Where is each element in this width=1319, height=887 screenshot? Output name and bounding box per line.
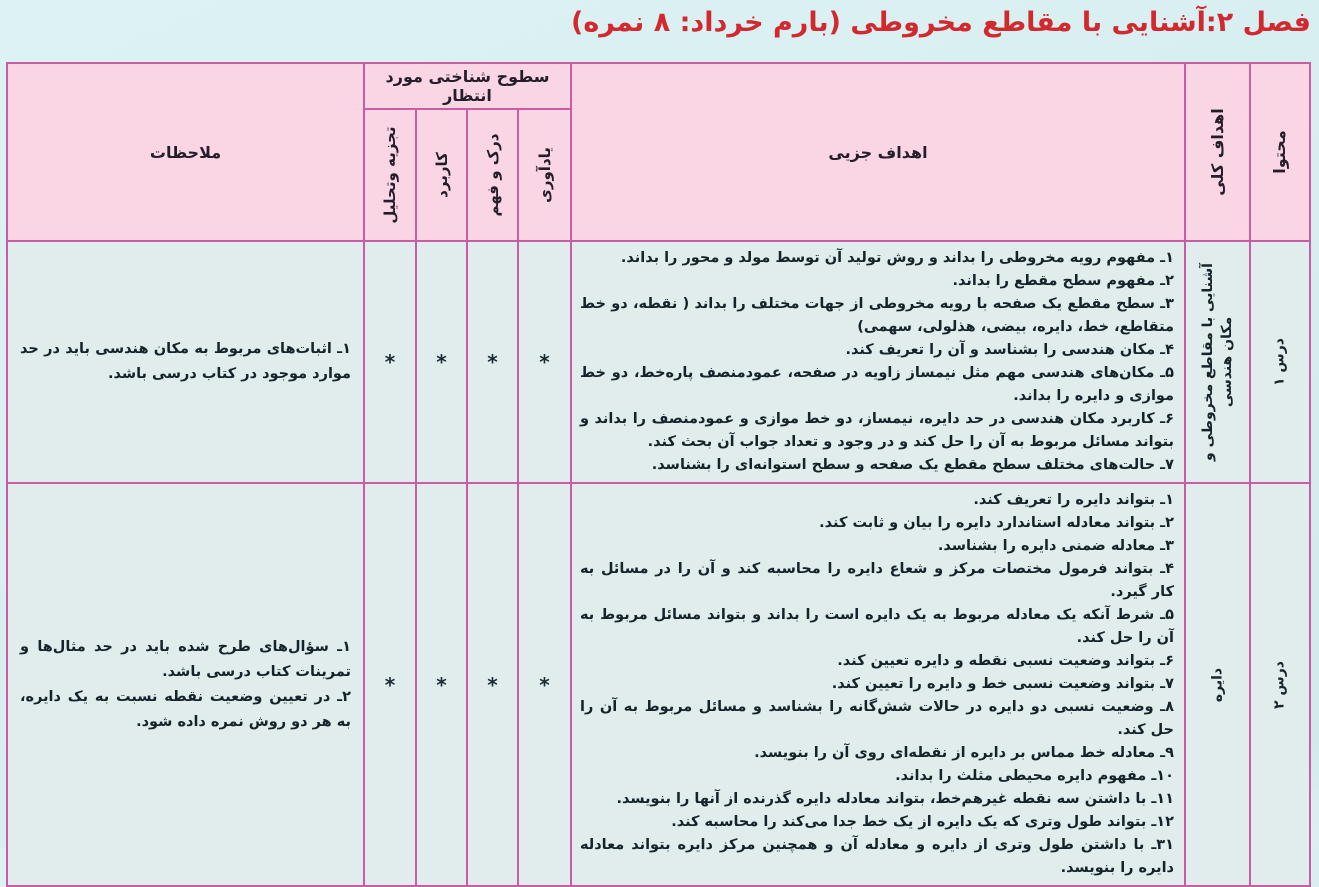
list-item: ۱۲ـ بتواند طول وتری که یک دایره از یک خط جدا می‌کند را محاسبه کند. [671, 814, 1174, 830]
list-item: ۱ـ سؤال‌های طرح شده باید در حد مثال‌ها و تمرینات کتاب درسی باشد. [20, 638, 351, 680]
header-detailed-goals-label: اهداف جزیی [828, 142, 928, 162]
header-cognitive-group [364, 63, 571, 109]
list-item: ۴ـ مکان هندسی را بشناسد و آن را تعریف کند. [845, 342, 1174, 358]
lesson2-comprehension-mark: * [467, 483, 518, 886]
header-level-analysis-label: تجزیه وتحلیل [380, 126, 399, 224]
header-level-comprehension-label: درک و فهم [483, 133, 502, 217]
header-content [1250, 63, 1310, 241]
list-item: ۳ـ معادله ضمنی دایره را بشناسد. [937, 538, 1174, 554]
header-level-comprehension [467, 109, 518, 241]
list-item: ۶ـ کاربرد مکان هندسی در حد دایره، نیمساز، دو خط موازی و عمودمنصف را بداند و بتواند مسائل مربوط به آن را حل کند و در وجود و تعداد جواب آن بحث کند. [580, 411, 1174, 450]
lesson1-general-goal-cell [1185, 241, 1250, 483]
curriculum-table [6, 62, 1311, 887]
lesson1-application-mark: * [416, 241, 467, 483]
lesson1-general-goal-label: آشنایی با مقاطع مخروطی و مکان هندسی [1199, 263, 1235, 461]
header-detailed-goals [571, 63, 1185, 241]
list-item: ۱۰ـ مفهوم دایره محیطی مثلث را بداند. [895, 768, 1174, 784]
lesson2-recall-mark: * [518, 483, 571, 886]
list-item: ۱ـ بتواند دایره را تعریف کند. [973, 492, 1174, 508]
lesson2-analysis-mark: * [364, 483, 416, 886]
list-item: ۵ـ مکان‌های هندسی مهم مثل نیمساز زاویه در صفحه، عمودمنصف پاره‌خط، دو خط موازی و دایره را بداند. [580, 365, 1174, 404]
lesson1-notes-cell [7, 241, 364, 483]
header-level-application [416, 109, 467, 241]
lesson1-content-label: درس ۱ [1271, 338, 1288, 386]
table-row-lesson2 [7, 483, 1310, 886]
header-notes-label: ملاحظات [149, 142, 222, 162]
lesson2-notes-cell [7, 483, 364, 886]
list-item: ۳۱ـ با داشتن طول وتری از دایره و معادله آن و همچنین مرکز دایره بتواند معادله دایره را بنویسد. [580, 837, 1174, 876]
lesson2-application-mark: * [416, 483, 467, 886]
header-level-analysis [364, 109, 416, 241]
lesson2-content-cell [1250, 483, 1310, 886]
lesson2-general-goal-cell [1185, 483, 1250, 886]
lesson1-analysis-mark: * [364, 241, 416, 483]
header-level-application-label: کاربرد [432, 152, 451, 198]
list-item: ۷ـ بتواند وضعیت نسبی خط و دایره را تعیین کند. [831, 676, 1174, 692]
list-item: ۲ـ در تعیین وضعیت نقطه نسبت به یک دایره، به هر دو روش نمره داده شود. [20, 688, 351, 730]
lesson1-recall-mark: * [518, 241, 571, 483]
lesson2-content-label: درس ۲ [1271, 660, 1288, 709]
lesson1-content-cell [1250, 241, 1310, 483]
header-general-goals-label: اهداف کلی [1207, 108, 1227, 196]
header-general-goals [1185, 63, 1250, 241]
list-item: ۱ـ مفهوم رویه مخروطی را بداند و روش تولید آن توسط مولد و محور را بداند. [620, 250, 1174, 266]
list-item: ۳ـ سطح مقطع یک صفحه با رویه مخروطی از جهات مختلف را بداند ( نقطه، دو خط متقاطع، خط، دایره، بیضی، هذلولی، سهمی) [580, 296, 1174, 335]
header-cognitive-group-label: سطوح شناختی مورد انتظار [385, 67, 550, 105]
header-level-recall-label: یادآوری [535, 147, 554, 203]
list-item: ۵ـ شرط آنکه یک معادله مربوط به یک دایره است را بداند و بتواند مسائل مربوط به آن را حل کند. [580, 607, 1174, 646]
list-item: ۱ـ اثبات‌های مربوط به مکان هندسی باید در حد موارد موجود در کتاب درسی باشد. [20, 341, 351, 382]
header-content-label: محتوا [1270, 130, 1290, 174]
list-item: ۲ـ بتواند معادله استاندارد دایره را بیان و ثابت کند. [819, 515, 1174, 531]
lesson1-objectives-cell [571, 241, 1185, 483]
header-notes [7, 63, 364, 241]
header-row-group [7, 63, 1310, 109]
table-row-lesson1 [7, 241, 1310, 483]
list-item: ۶ـ بتواند وضعیت نسبی نقطه و دایره تعیین کند. [837, 653, 1174, 669]
list-item: ۱۱ـ با داشتن سه نقطه غیرهم‌خط، بتواند معادله دایره گذرنده از آنها را بنویسد. [616, 791, 1174, 807]
list-item: ۹ـ معادله خط مماس بر دایره از نقطه‌ای روی آن را بنویسد. [754, 745, 1174, 761]
list-item: ۷ـ حالت‌های مختلف سطح مقطع یک صفحه و سطح استوانه‌ای را بشناسد. [651, 457, 1174, 473]
list-item: ۴ـ بتواند فرمول مختصات مرکز و شعاع دایره را محاسبه کند و آن را در مسائل به کار گیرد. [580, 561, 1174, 600]
header-level-recall [518, 109, 571, 241]
lesson2-objectives-cell [571, 483, 1185, 886]
lesson1-comprehension-mark: * [467, 241, 518, 483]
list-item: ۲ـ مفهوم سطح مقطع را بداند. [952, 273, 1174, 289]
lesson2-general-goal-label: دایره [1209, 667, 1226, 702]
page-title: فصل ۲:آشنایی با مقاطع مخروطی (بارم خرداد: ۸ نمره) [570, 7, 1311, 38]
list-item: ۸ـ وضعیت نسبی دو دایره در حالات شش‌گانه را بشناسد و مسائل مربوط به آن را حل کند. [580, 699, 1174, 738]
